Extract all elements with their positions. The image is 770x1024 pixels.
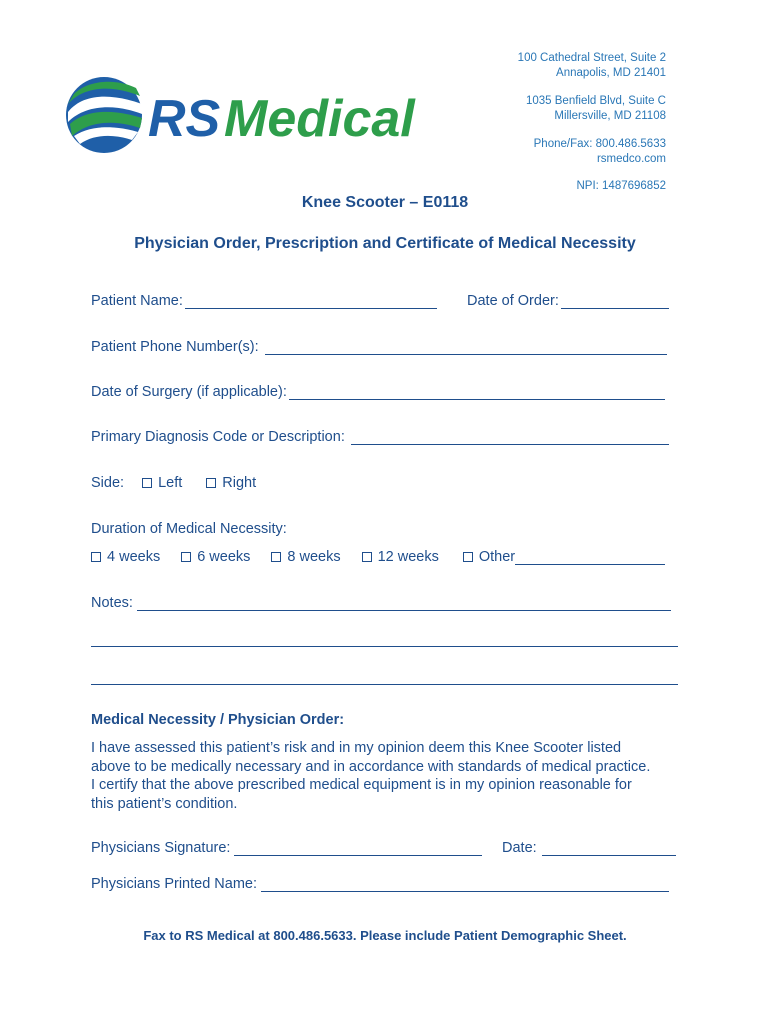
logo-swirl-icon (66, 77, 142, 153)
rs-medical-logo (64, 74, 424, 156)
necessity-line-4: this patient’s condition. (91, 795, 238, 812)
date-of-order-label: Date of Order: (467, 293, 559, 309)
side-left-option[interactable] (142, 475, 182, 491)
diagnosis-field[interactable] (351, 430, 669, 445)
physician-signature-row (91, 840, 482, 856)
address2-line2: Millersville, MD 21108 (554, 110, 666, 122)
address2-line1: 1035 Benfield Blvd, Suite C (525, 95, 666, 107)
side-right-option[interactable] (206, 475, 256, 491)
left-checkbox[interactable] (142, 478, 152, 488)
duration-other-option[interactable] (463, 549, 665, 565)
other-field[interactable] (515, 550, 665, 565)
duration-8-weeks-option[interactable] (271, 549, 340, 565)
necessity-line-3: I certify that the above prescribed medical equipment is in my opinion reasonable for (91, 777, 632, 793)
necessity-heading: Medical Necessity / Physician Order: (91, 712, 345, 728)
date-of-surgery-label: Date of Surgery (if applicable): (91, 384, 287, 400)
necessity-statement (91, 739, 691, 813)
other-label: Other (478, 549, 516, 565)
duration-options-row (91, 549, 665, 565)
right-label: Right (222, 475, 257, 491)
notes-field-line-3[interactable] (91, 684, 678, 685)
diagnosis-label: Primary Diagnosis Code or Description: (91, 429, 345, 445)
physician-signature-label: Physicians Signature: (91, 840, 231, 856)
patient-name-label: Patient Name: (91, 293, 183, 309)
patient-phone-label: Patient Phone Number(s): (91, 339, 259, 355)
side-row (91, 475, 256, 491)
left-label: Left (158, 475, 183, 491)
diagnosis-row (91, 429, 669, 445)
website: rsmedco.com (596, 153, 666, 165)
necessity-line-1: I have assessed this patient’s risk and in my opinion deem this Knee Scooter listed (91, 740, 622, 756)
date-of-surgery-row (91, 384, 665, 400)
date-of-order-field[interactable] (561, 294, 669, 309)
signature-date-row (502, 840, 676, 856)
logo-text-medical: Medical (224, 90, 415, 148)
notes-label: Notes: (91, 595, 133, 611)
other-checkbox[interactable] (463, 552, 473, 562)
document-subtitle: Physician Order, Prescription and Certificate of Medical Necessity (134, 235, 636, 252)
date-of-surgery-field[interactable] (289, 385, 665, 400)
address-block-1 (518, 51, 666, 81)
8-weeks-checkbox[interactable] (271, 552, 281, 562)
necessity-line-2: above to be medically necessary and in accordance with standards of medical practice. (91, 758, 651, 775)
physician-printed-name-field[interactable] (261, 877, 669, 892)
physician-signature-field[interactable] (234, 841, 482, 856)
duration-6-weeks-option[interactable] (181, 549, 250, 565)
4-weeks-checkbox[interactable] (91, 552, 101, 562)
fax-instructions: Fax to RS Medical at 800.486.5633. Please include Patient Demographic Sheet. (143, 928, 627, 943)
patient-name-row (91, 293, 437, 309)
notes-field-line-2[interactable] (91, 646, 678, 647)
side-label: Side: (91, 475, 125, 491)
12-weeks-label: 12 weeks (377, 549, 439, 565)
physician-printed-name-label: Physicians Printed Name: (91, 876, 258, 892)
npi: NPI: 1487696852 (576, 180, 666, 192)
physician-printed-name-row (91, 876, 669, 892)
6-weeks-checkbox[interactable] (181, 552, 191, 562)
phone-fax: Phone/Fax: 800.486.5633 (533, 138, 666, 150)
right-checkbox[interactable] (206, 478, 216, 488)
6-weeks-label: 6 weeks (197, 549, 251, 565)
patient-name-field[interactable] (185, 294, 437, 309)
logo-text-rs: RS (148, 90, 221, 148)
patient-phone-row (91, 339, 667, 355)
address-block-2 (526, 94, 666, 124)
document-title: Knee Scooter – E0118 (301, 194, 469, 211)
address1-line2: Annapolis, MD 21401 (556, 67, 666, 79)
12-weeks-checkbox[interactable] (362, 552, 372, 562)
date-of-order-row (467, 293, 669, 309)
8-weeks-label: 8 weeks (287, 549, 341, 565)
duration-4-weeks-option[interactable] (91, 549, 160, 565)
contact-block (534, 137, 666, 167)
notes-row (91, 595, 671, 611)
address1-line1: 100 Cathedral Street, Suite 2 (517, 52, 666, 64)
duration-12-weeks-option[interactable] (362, 549, 439, 565)
signature-date-field[interactable] (542, 841, 676, 856)
patient-phone-field[interactable] (265, 340, 667, 355)
4-weeks-label: 4 weeks (107, 549, 161, 565)
duration-label: Duration of Medical Necessity: (91, 521, 287, 537)
notes-field-line-1[interactable] (137, 596, 671, 611)
signature-date-label: Date: (502, 840, 537, 856)
